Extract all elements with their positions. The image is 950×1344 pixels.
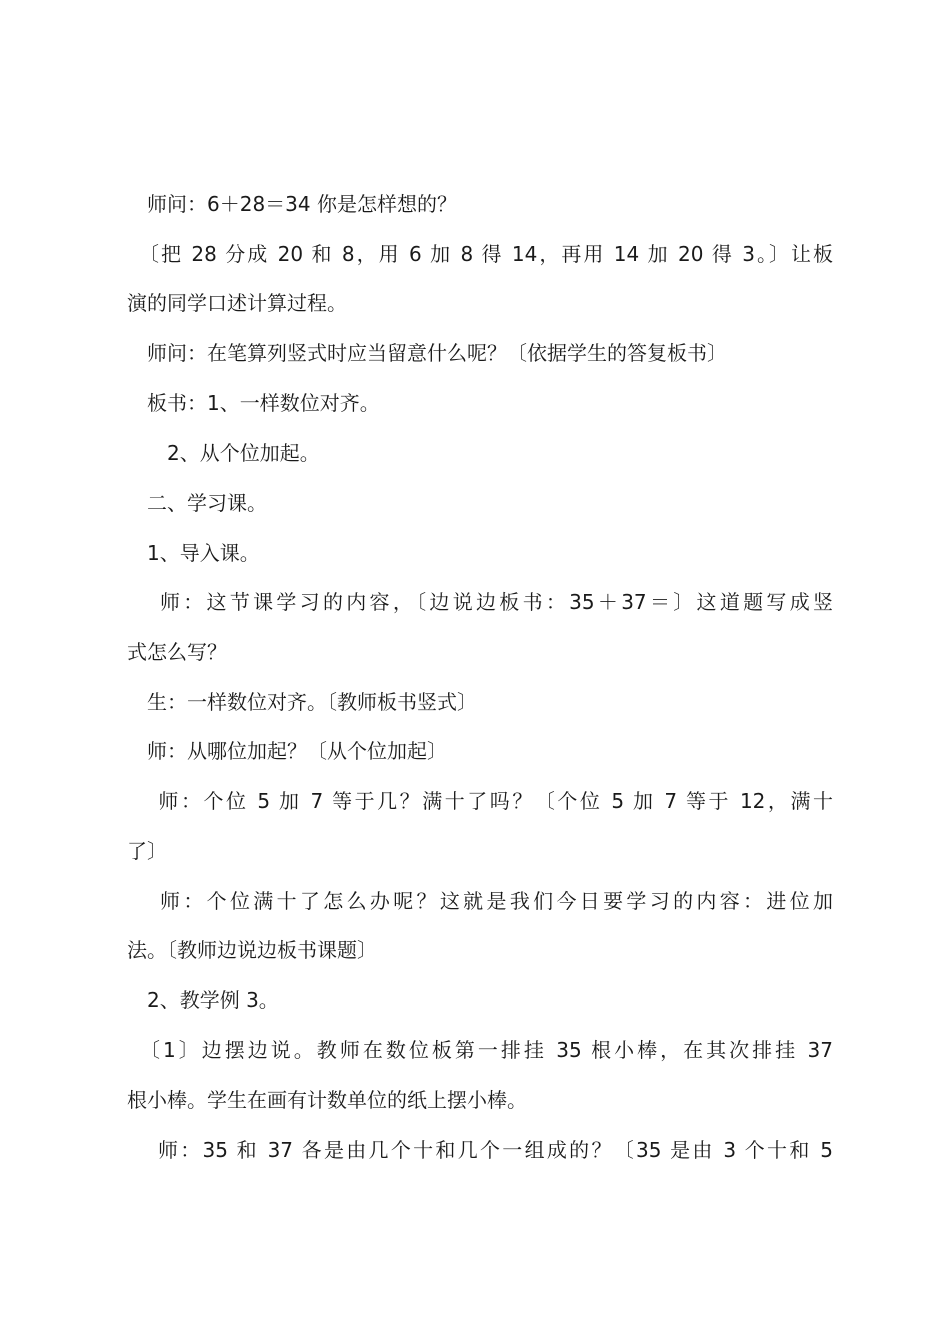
text-line: 师问：在笔算列竖式时应当留意什么呢？〔依据学生的答复板书〕 [127,341,727,365]
text-line: 〔1〕边摆边说。教师在数位板第一排挂 35 根小棒，在其次排挂 37 [127,1038,833,1062]
text-line: 〔把 28 分成 20 和 8，用 6 加 8 得 14，再用 14 加 20 得 3。〕让板 [127,242,833,266]
text-line: 法。〔教师边说边板书课题〕 [127,938,377,962]
text-line: 根小棒。学生在画有计数单位的纸上摆小棒。 [127,1088,527,1112]
text-line: 师问：6＋28＝34 你是怎样想的？ [127,192,457,216]
text-line: 了〕 [127,839,167,863]
text-line: 演的同学口述计算过程。 [127,291,347,315]
text-line: 师：35 和 37 各是由几个十和几个一组成的？〔35 是由 3 个十和 5 [127,1138,833,1162]
text-line: 师：这节课学习的内容，〔边说边板书：35＋37＝〕这道题写成竖 [127,590,833,614]
text-line: 师：个位满十了怎么办呢？这就是我们今日要学习的内容：进位加 [127,889,833,913]
text-line: 二、学习课。 [127,491,267,515]
text-line: 板书：1、一样数位对齐。 [127,391,380,415]
text-line: 2、教学例 3。 [127,988,279,1012]
text-line: 师：从哪位加起？〔从个位加起〕 [127,739,447,763]
text-line: 式怎么写？ [127,640,227,664]
text-line: 生：一样数位对齐。〔教师板书竖式〕 [127,690,477,714]
text-line: 1、导入课。 [127,541,260,565]
text-line: 2、从个位加起。 [127,441,320,465]
text-line: 师：个位 5 加 7 等于几？满十了吗？〔个位 5 加 7 等于 12，满十 [127,789,833,813]
